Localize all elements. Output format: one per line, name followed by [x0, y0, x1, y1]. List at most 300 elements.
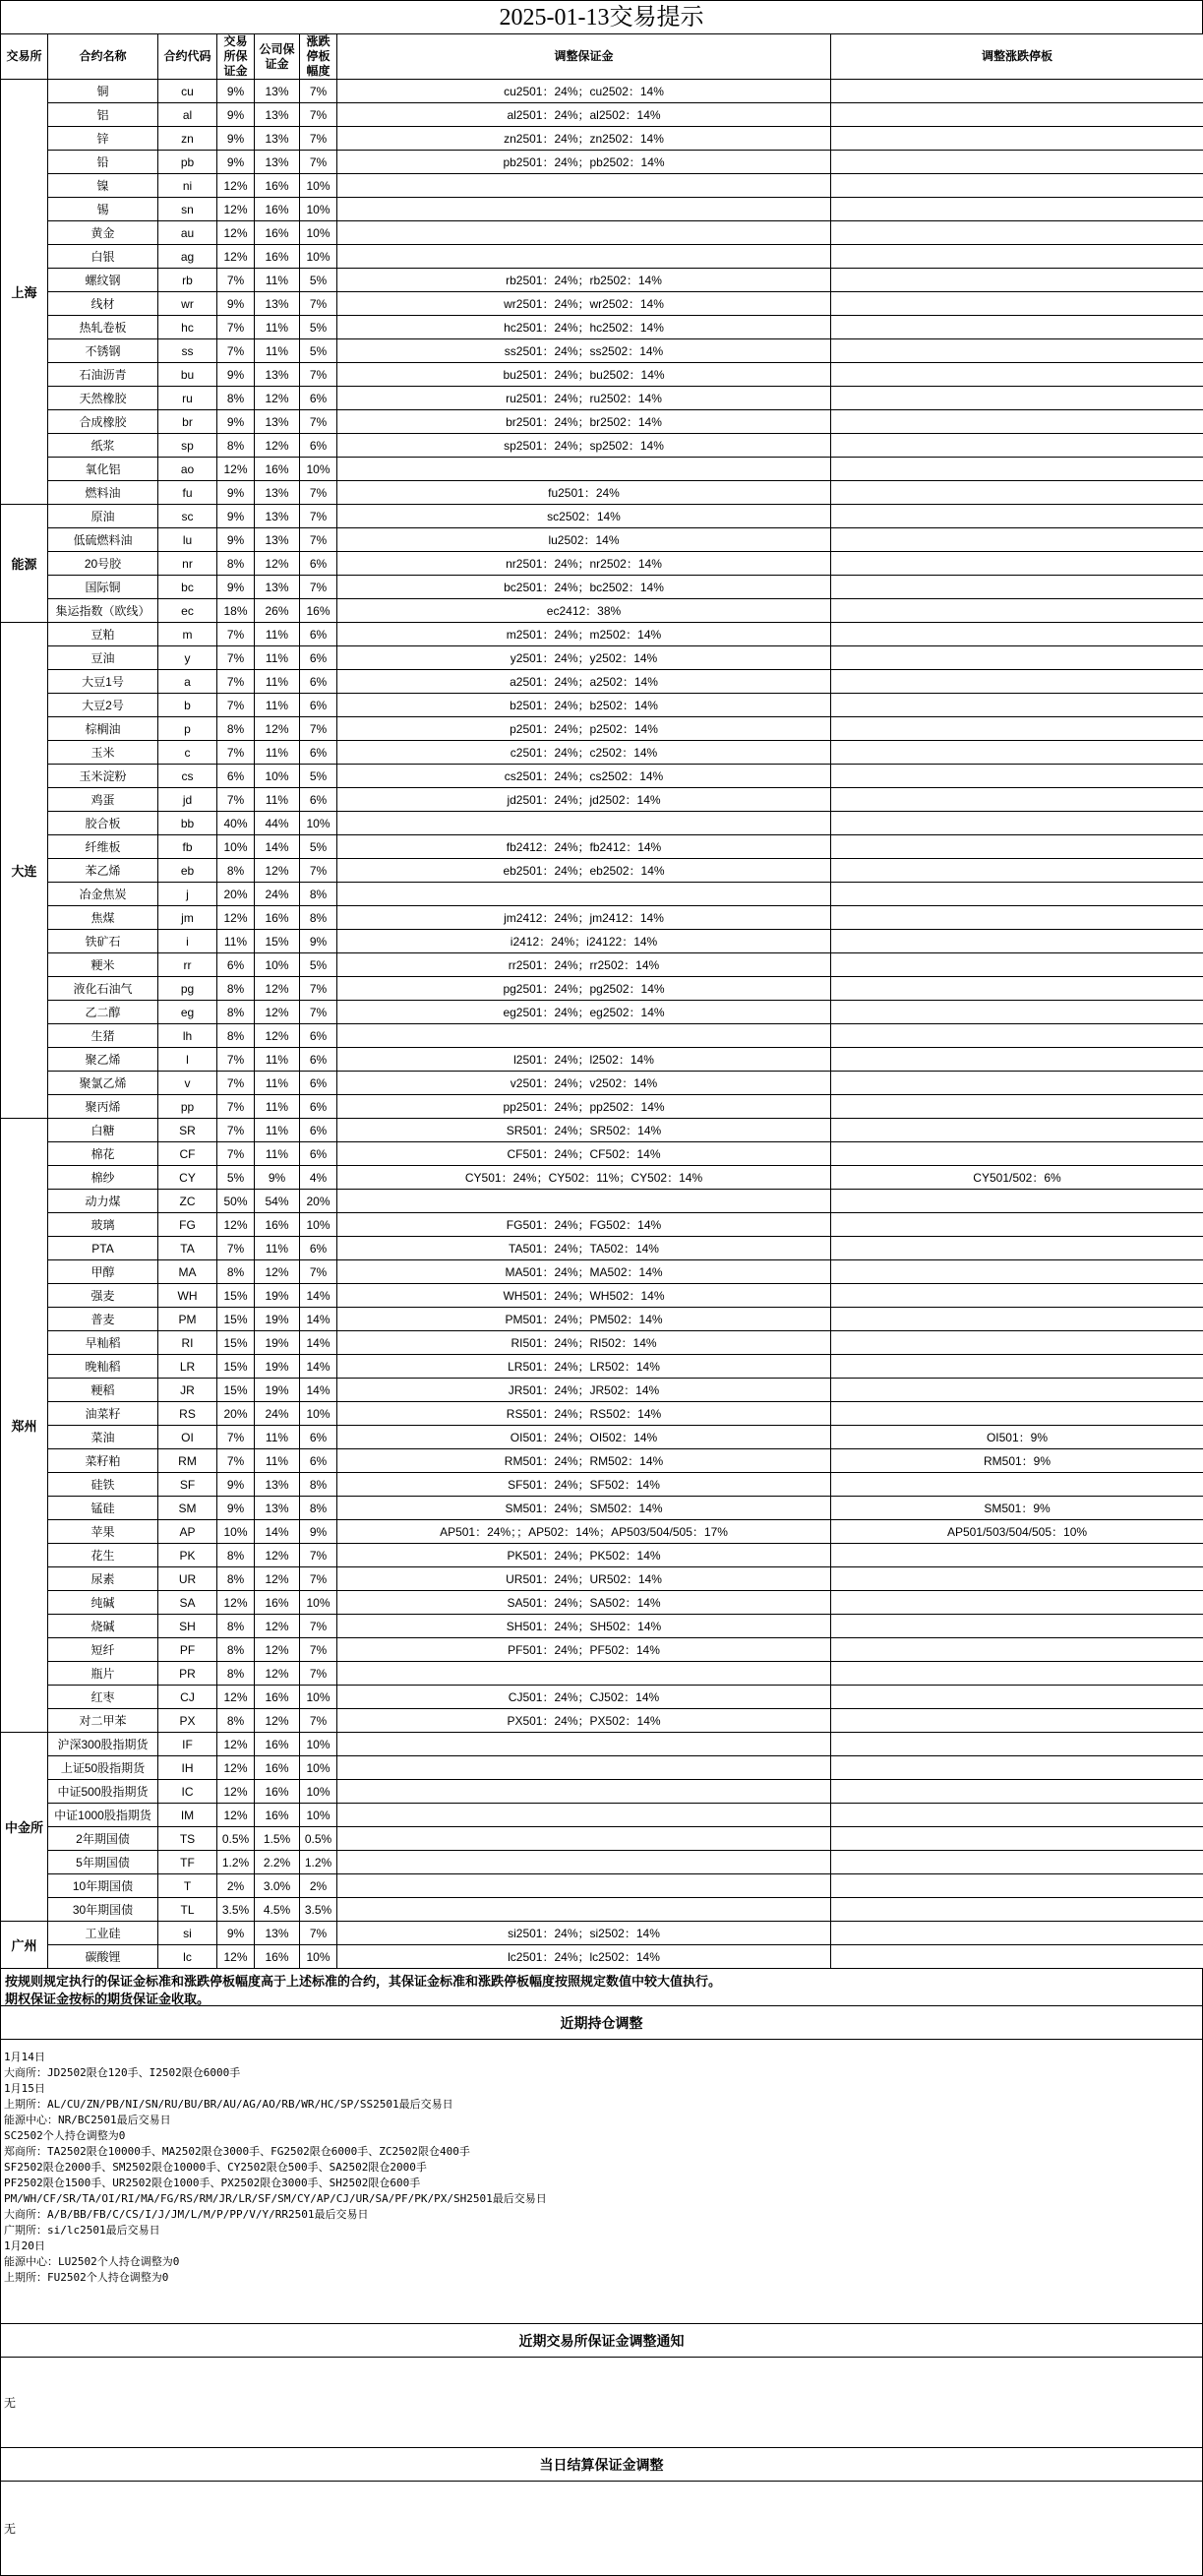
table-row [1, 694, 1203, 717]
contract-code-cell: cs [158, 765, 217, 788]
contract-name-cell: 烧碱 [48, 1615, 158, 1638]
adjust-limit-cell: RM501：9% [831, 1449, 1203, 1473]
company-margin-cell: 16% [255, 198, 300, 221]
note-line: 期权保证金按标的期货保证金收取。 [5, 1991, 1198, 2008]
company-margin-cell: 4.5% [255, 1898, 300, 1922]
position-adjust-line: 1月20日 [4, 2239, 1199, 2254]
adjust-margin-cell: ru2501：24%；ru2502：14% [337, 387, 831, 410]
header-adjust-margin: 调整保证金 [337, 34, 831, 80]
adjust-limit-cell: SM501：9% [831, 1497, 1203, 1520]
limit-range-cell: 2% [300, 1874, 337, 1898]
adjust-margin-cell: CY501：24%；CY502：11%；CY502：14% [337, 1166, 831, 1190]
contract-code-cell: y [158, 646, 217, 670]
adjust-margin-cell [337, 174, 831, 198]
company-margin-cell: 11% [255, 1142, 300, 1166]
table-row [1, 528, 1203, 552]
company-margin-cell: 16% [255, 1804, 300, 1827]
contract-code-cell: sc [158, 505, 217, 528]
exchange-margin-cell: 15% [217, 1355, 255, 1379]
limit-range-cell: 20% [300, 1190, 337, 1213]
table-row [1, 221, 1203, 245]
company-margin-cell: 12% [255, 1024, 300, 1048]
company-margin-cell: 16% [255, 1213, 300, 1237]
adjust-margin-cell: SF501：24%；SF502：14% [337, 1473, 831, 1497]
adjust-margin-cell: jd2501：24%；jd2502：14% [337, 788, 831, 812]
adjust-margin-cell [337, 812, 831, 835]
limit-range-cell: 7% [300, 528, 337, 552]
adjust-margin-cell: cu2501：24%；cu2502：14% [337, 80, 831, 103]
adjust-limit-cell [831, 505, 1203, 528]
company-margin-cell: 12% [255, 859, 300, 883]
table-row [1, 292, 1203, 316]
contract-name-cell: 线材 [48, 292, 158, 316]
exchange-margin-cell: 12% [217, 1733, 255, 1756]
header-name: 合约名称 [48, 34, 158, 80]
adjust-limit-cell [831, 1851, 1203, 1874]
adjust-limit-cell [831, 1001, 1203, 1024]
exchange-margin-cell: 8% [217, 1709, 255, 1733]
exchange-margin-cell: 7% [217, 339, 255, 363]
exchange-cell: 广州 [1, 1922, 48, 1969]
adjust-margin-cell: AP501：24%；；AP502：14%；AP503/504/505：17% [337, 1520, 831, 1544]
adjust-margin-cell [337, 1733, 831, 1756]
contract-name-cell: 玉米 [48, 741, 158, 765]
exchange-margin-cell: 8% [217, 434, 255, 458]
adjust-margin-cell: bc2501：24%；bc2502：14% [337, 576, 831, 599]
contract-name-cell: 鸡蛋 [48, 788, 158, 812]
exchange-margin-cell: 8% [217, 1638, 255, 1662]
margin-table [0, 33, 1203, 1969]
contract-name-cell: 苹果 [48, 1520, 158, 1544]
company-margin-cell: 12% [255, 1709, 300, 1733]
exchange-margin-cell: 8% [217, 1662, 255, 1686]
company-margin-cell: 11% [255, 694, 300, 717]
adjust-limit-cell [831, 906, 1203, 930]
table-row [1, 269, 1203, 292]
contract-code-cell: SR [158, 1119, 217, 1142]
adjust-limit-cell [831, 741, 1203, 765]
adjust-limit-cell [831, 292, 1203, 316]
exchange-cell: 上海 [1, 80, 48, 505]
exchange-margin-cell: 7% [217, 623, 255, 646]
limit-range-cell: 10% [300, 458, 337, 481]
exchange-margin-cell: 7% [217, 1142, 255, 1166]
adjust-margin-cell: SH501：24%；SH502：14% [337, 1615, 831, 1638]
contract-code-cell: jd [158, 788, 217, 812]
contract-code-cell: j [158, 883, 217, 906]
limit-range-cell: 10% [300, 1756, 337, 1780]
adjust-limit-cell [831, 363, 1203, 387]
exchange-margin-cell: 7% [217, 788, 255, 812]
adjust-limit-cell [831, 316, 1203, 339]
adjust-margin-cell: lc2501：24%；lc2502：14% [337, 1945, 831, 1969]
adjust-limit-cell [831, 788, 1203, 812]
table-row [1, 599, 1203, 623]
exchange-margin-cell: 9% [217, 528, 255, 552]
exchange-margin-cell: 11% [217, 930, 255, 953]
contract-code-cell: rb [158, 269, 217, 292]
limit-range-cell: 4% [300, 1166, 337, 1190]
contract-name-cell: 燃料油 [48, 481, 158, 505]
company-margin-cell: 16% [255, 1733, 300, 1756]
adjust-margin-cell: b2501：24%；b2502：14% [337, 694, 831, 717]
adjust-margin-cell: nr2501：24%；nr2502：14% [337, 552, 831, 576]
contract-code-cell: TL [158, 1898, 217, 1922]
settlement-margin-text: 无 [4, 2520, 16, 2537]
limit-range-cell: 7% [300, 127, 337, 151]
company-margin-cell: 13% [255, 363, 300, 387]
contract-name-cell: 沪深300股指期货 [48, 1733, 158, 1756]
company-margin-cell: 13% [255, 292, 300, 316]
table-row [1, 788, 1203, 812]
contract-code-cell: rr [158, 953, 217, 977]
table-row [1, 174, 1203, 198]
limit-range-cell: 8% [300, 906, 337, 930]
contract-name-cell: 锰硅 [48, 1497, 158, 1520]
adjust-limit-cell [831, 1709, 1203, 1733]
adjust-limit-cell [831, 1331, 1203, 1355]
exchange-margin-cell: 8% [217, 1024, 255, 1048]
contract-code-cell: PK [158, 1544, 217, 1567]
contract-name-cell: 锡 [48, 198, 158, 221]
contract-name-cell: 胶合板 [48, 812, 158, 835]
exchange-margin-cell: 9% [217, 1473, 255, 1497]
table-row [1, 1331, 1203, 1355]
table-row [1, 1119, 1203, 1142]
adjust-limit-cell [831, 1473, 1203, 1497]
adjust-limit-cell [831, 269, 1203, 292]
company-margin-cell: 12% [255, 1638, 300, 1662]
contract-code-cell: si [158, 1922, 217, 1945]
limit-range-cell: 6% [300, 741, 337, 765]
table-row [1, 1497, 1203, 1520]
contract-code-cell: a [158, 670, 217, 694]
adjust-margin-cell: br2501：24%；br2502：14% [337, 410, 831, 434]
exchange-margin-cell: 15% [217, 1379, 255, 1402]
company-margin-cell: 16% [255, 1686, 300, 1709]
company-margin-cell: 12% [255, 1615, 300, 1638]
adjust-limit-cell: OI501：9% [831, 1426, 1203, 1449]
limit-range-cell: 7% [300, 1567, 337, 1591]
adjust-limit-cell [831, 859, 1203, 883]
contract-name-cell: 低硫燃料油 [48, 528, 158, 552]
contract-code-cell: eb [158, 859, 217, 883]
contract-name-cell: 20号胶 [48, 552, 158, 576]
company-margin-cell: 16% [255, 458, 300, 481]
company-margin-cell: 16% [255, 174, 300, 198]
exchange-cell: 大连 [1, 623, 48, 1119]
contract-name-cell: 螺纹钢 [48, 269, 158, 292]
position-adjust-line: 大商所：A/B/BB/FB/C/CS/I/J/JM/L/M/P/PP/V/Y/RR2501最后交易日 [4, 2207, 1199, 2223]
contract-code-cell: ag [158, 245, 217, 269]
adjust-limit-cell [831, 1686, 1203, 1709]
exchange-margin-cell: 40% [217, 812, 255, 835]
adjust-limit-cell [831, 1402, 1203, 1426]
contract-name-cell: 棉花 [48, 1142, 158, 1166]
limit-range-cell: 6% [300, 387, 337, 410]
contract-code-cell: PX [158, 1709, 217, 1733]
contract-code-cell: PR [158, 1662, 217, 1686]
company-margin-cell: 19% [255, 1308, 300, 1331]
company-margin-cell: 10% [255, 953, 300, 977]
exchange-margin-cell: 8% [217, 977, 255, 1001]
adjust-limit-cell [831, 1119, 1203, 1142]
adjust-margin-cell [337, 1662, 831, 1686]
contract-name-cell: 动力煤 [48, 1190, 158, 1213]
adjust-margin-cell: sp2501：24%；sp2502：14% [337, 434, 831, 458]
adjust-limit-cell [831, 1072, 1203, 1095]
contract-code-cell: T [158, 1874, 217, 1898]
contract-name-cell: 不锈钢 [48, 339, 158, 363]
exchange-margin-cell: 8% [217, 717, 255, 741]
exchange-notice-body [0, 2358, 1203, 2448]
adjust-margin-cell [337, 198, 831, 221]
table-row [1, 80, 1203, 103]
contract-code-cell: IM [158, 1804, 217, 1827]
limit-range-cell: 6% [300, 1426, 337, 1449]
contract-name-cell: 锌 [48, 127, 158, 151]
adjust-limit-cell [831, 127, 1203, 151]
adjust-margin-cell: sc2502：14% [337, 505, 831, 528]
limit-range-cell: 7% [300, 151, 337, 174]
adjust-limit-cell [831, 930, 1203, 953]
limit-range-cell: 6% [300, 1048, 337, 1072]
company-margin-cell: 10% [255, 765, 300, 788]
adjust-limit-cell [831, 1355, 1203, 1379]
contract-code-cell: OI [158, 1426, 217, 1449]
exchange-cell: 郑州 [1, 1119, 48, 1733]
exchange-margin-cell: 7% [217, 1426, 255, 1449]
company-margin-cell: 13% [255, 151, 300, 174]
exchange-margin-cell: 9% [217, 363, 255, 387]
limit-range-cell: 7% [300, 410, 337, 434]
exchange-margin-cell: 12% [217, 198, 255, 221]
company-margin-cell: 12% [255, 1567, 300, 1591]
company-margin-cell: 11% [255, 1072, 300, 1095]
adjust-margin-cell: MA501：24%；MA502：14% [337, 1260, 831, 1284]
adjust-margin-cell: LR501：24%；LR502：14% [337, 1355, 831, 1379]
contract-name-cell: 镍 [48, 174, 158, 198]
contract-name-cell: 菜籽粕 [48, 1449, 158, 1473]
contract-name-cell: 氧化铝 [48, 458, 158, 481]
contract-code-cell: i [158, 930, 217, 953]
contract-code-cell: fb [158, 835, 217, 859]
adjust-limit-cell [831, 1544, 1203, 1567]
exchange-margin-cell: 8% [217, 1001, 255, 1024]
company-margin-cell: 13% [255, 103, 300, 127]
contract-code-cell: cu [158, 80, 217, 103]
table-row [1, 387, 1203, 410]
adjust-margin-cell [337, 458, 831, 481]
limit-range-cell: 3.5% [300, 1898, 337, 1922]
exchange-margin-cell: 9% [217, 292, 255, 316]
exchange-margin-cell: 9% [217, 410, 255, 434]
exchange-margin-cell: 8% [217, 1544, 255, 1567]
adjust-margin-cell: pb2501：24%；pb2502：14% [337, 151, 831, 174]
company-margin-cell: 13% [255, 1497, 300, 1520]
adjust-limit-cell [831, 765, 1203, 788]
adjust-limit-cell [831, 646, 1203, 670]
table-row [1, 1449, 1203, 1473]
company-margin-cell: 13% [255, 127, 300, 151]
exchange-margin-cell: 20% [217, 1402, 255, 1426]
adjust-margin-cell: pg2501：24%；pg2502：14% [337, 977, 831, 1001]
adjust-margin-cell: y2501：24%；y2502：14% [337, 646, 831, 670]
table-row [1, 1638, 1203, 1662]
contract-name-cell: 油菜籽 [48, 1402, 158, 1426]
limit-range-cell: 10% [300, 221, 337, 245]
contract-name-cell: 豆油 [48, 646, 158, 670]
adjust-margin-cell: v2501：24%；v2502：14% [337, 1072, 831, 1095]
adjust-margin-cell: CF501：24%；CF502：14% [337, 1142, 831, 1166]
table-row [1, 1733, 1203, 1756]
limit-range-cell: 7% [300, 576, 337, 599]
company-margin-cell: 12% [255, 1001, 300, 1024]
adjust-limit-cell [831, 1095, 1203, 1119]
contract-code-cell: jm [158, 906, 217, 930]
contract-code-cell: ru [158, 387, 217, 410]
contract-name-cell: 棕榈油 [48, 717, 158, 741]
table-row [1, 1001, 1203, 1024]
contract-name-cell: 2年期国债 [48, 1827, 158, 1851]
contract-name-cell: 合成橡胶 [48, 410, 158, 434]
contract-name-cell: 大豆1号 [48, 670, 158, 694]
adjust-limit-cell [831, 174, 1203, 198]
exchange-margin-cell: 0.5% [217, 1827, 255, 1851]
limit-range-cell: 7% [300, 977, 337, 1001]
exchange-margin-cell: 10% [217, 835, 255, 859]
adjust-limit-cell [831, 80, 1203, 103]
exchange-margin-cell: 15% [217, 1284, 255, 1308]
company-margin-cell: 24% [255, 1402, 300, 1426]
contract-code-cell: zn [158, 127, 217, 151]
header-adjust-limit: 调整涨跌停板 [831, 34, 1203, 80]
company-margin-cell: 16% [255, 1780, 300, 1804]
contract-name-cell: 铜 [48, 80, 158, 103]
limit-range-cell: 10% [300, 1213, 337, 1237]
table-row [1, 906, 1203, 930]
contract-name-cell: PTA [48, 1237, 158, 1260]
position-adjust-line: 大商所：JD2502限仓120手、I2502限仓6000手 [4, 2065, 1199, 2081]
adjust-margin-cell: p2501：24%；p2502：14% [337, 717, 831, 741]
table-row [1, 930, 1203, 953]
company-margin-cell: 13% [255, 481, 300, 505]
adjust-margin-cell: ec2412：38% [337, 599, 831, 623]
table-row [1, 1615, 1203, 1638]
exchange-margin-cell: 7% [217, 646, 255, 670]
table-row [1, 741, 1203, 765]
contract-code-cell: RS [158, 1402, 217, 1426]
position-adjust-line: 能源中心：NR/BC2501最后交易日 [4, 2113, 1199, 2128]
adjust-margin-cell [337, 1898, 831, 1922]
contract-name-cell: 乙二醇 [48, 1001, 158, 1024]
limit-range-cell: 14% [300, 1379, 337, 1402]
limit-range-cell: 10% [300, 1402, 337, 1426]
limit-range-cell: 1.2% [300, 1851, 337, 1874]
table-row [1, 576, 1203, 599]
company-margin-cell: 12% [255, 434, 300, 458]
adjust-margin-cell [337, 1804, 831, 1827]
header-limit: 涨跌停板幅度 [300, 34, 337, 80]
contract-code-cell: pg [158, 977, 217, 1001]
table-row [1, 1851, 1203, 1874]
company-margin-cell: 12% [255, 1260, 300, 1284]
exchange-margin-cell: 8% [217, 1567, 255, 1591]
contract-name-cell: 短纤 [48, 1638, 158, 1662]
adjust-limit-cell [831, 221, 1203, 245]
adjust-limit-cell [831, 1308, 1203, 1331]
exchange-margin-cell: 12% [217, 906, 255, 930]
company-margin-cell: 1.5% [255, 1827, 300, 1851]
adjust-limit-cell [831, 576, 1203, 599]
contract-code-cell: IF [158, 1733, 217, 1756]
table-row [1, 1662, 1203, 1686]
company-margin-cell: 11% [255, 623, 300, 646]
company-margin-cell: 16% [255, 1756, 300, 1780]
contract-name-cell: 30年期国债 [48, 1898, 158, 1922]
company-margin-cell: 12% [255, 387, 300, 410]
adjust-limit-cell [831, 1567, 1203, 1591]
exchange-margin-cell: 7% [217, 1119, 255, 1142]
contract-code-cell: IH [158, 1756, 217, 1780]
contract-code-cell: PM [158, 1308, 217, 1331]
adjust-limit-cell [831, 1142, 1203, 1166]
exchange-margin-cell: 7% [217, 670, 255, 694]
contract-code-cell: ss [158, 339, 217, 363]
exchange-margin-cell: 9% [217, 127, 255, 151]
contract-code-cell: p [158, 717, 217, 741]
exchange-margin-cell: 9% [217, 80, 255, 103]
adjust-margin-cell: PK501：24%；PK502：14% [337, 1544, 831, 1567]
limit-range-cell: 6% [300, 434, 337, 458]
adjust-margin-cell: a2501：24%；a2502：14% [337, 670, 831, 694]
limit-range-cell: 7% [300, 505, 337, 528]
adjust-limit-cell [831, 552, 1203, 576]
table-row [1, 410, 1203, 434]
limit-range-cell: 5% [300, 316, 337, 339]
limit-range-cell: 7% [300, 1615, 337, 1638]
contract-name-cell: 原油 [48, 505, 158, 528]
table-row [1, 1426, 1203, 1449]
contract-code-cell: sp [158, 434, 217, 458]
contract-code-cell: fu [158, 481, 217, 505]
contract-code-cell: b [158, 694, 217, 717]
adjust-margin-cell: jm2412：24%；jm2412：14% [337, 906, 831, 930]
contract-name-cell: 棉纱 [48, 1166, 158, 1190]
company-margin-cell: 54% [255, 1190, 300, 1213]
position-adjust-title: 近期持仓调整 [0, 2006, 1203, 2040]
exchange-margin-cell: 12% [217, 174, 255, 198]
limit-range-cell: 14% [300, 1284, 337, 1308]
adjust-margin-cell: i2412：24%；i24122：14% [337, 930, 831, 953]
adjust-margin-cell: OI501：24%；OI502：14% [337, 1426, 831, 1449]
contract-code-cell: TA [158, 1237, 217, 1260]
table-row [1, 1591, 1203, 1615]
contract-code-cell: UR [158, 1567, 217, 1591]
limit-range-cell: 7% [300, 1662, 337, 1686]
contract-name-cell: 粳米 [48, 953, 158, 977]
adjust-margin-cell [337, 1190, 831, 1213]
adjust-margin-cell: l2501：24%；l2502：14% [337, 1048, 831, 1072]
adjust-margin-cell: RM501：24%；RM502：14% [337, 1449, 831, 1473]
contract-code-cell: CJ [158, 1686, 217, 1709]
exchange-cell: 能源 [1, 505, 48, 623]
adjust-margin-cell: SA501：24%；SA502：14% [337, 1591, 831, 1615]
adjust-margin-cell: fb2412：24%；fb2412：14% [337, 835, 831, 859]
company-margin-cell: 26% [255, 599, 300, 623]
contract-code-cell: SM [158, 1497, 217, 1520]
contract-name-cell: 瓶片 [48, 1662, 158, 1686]
